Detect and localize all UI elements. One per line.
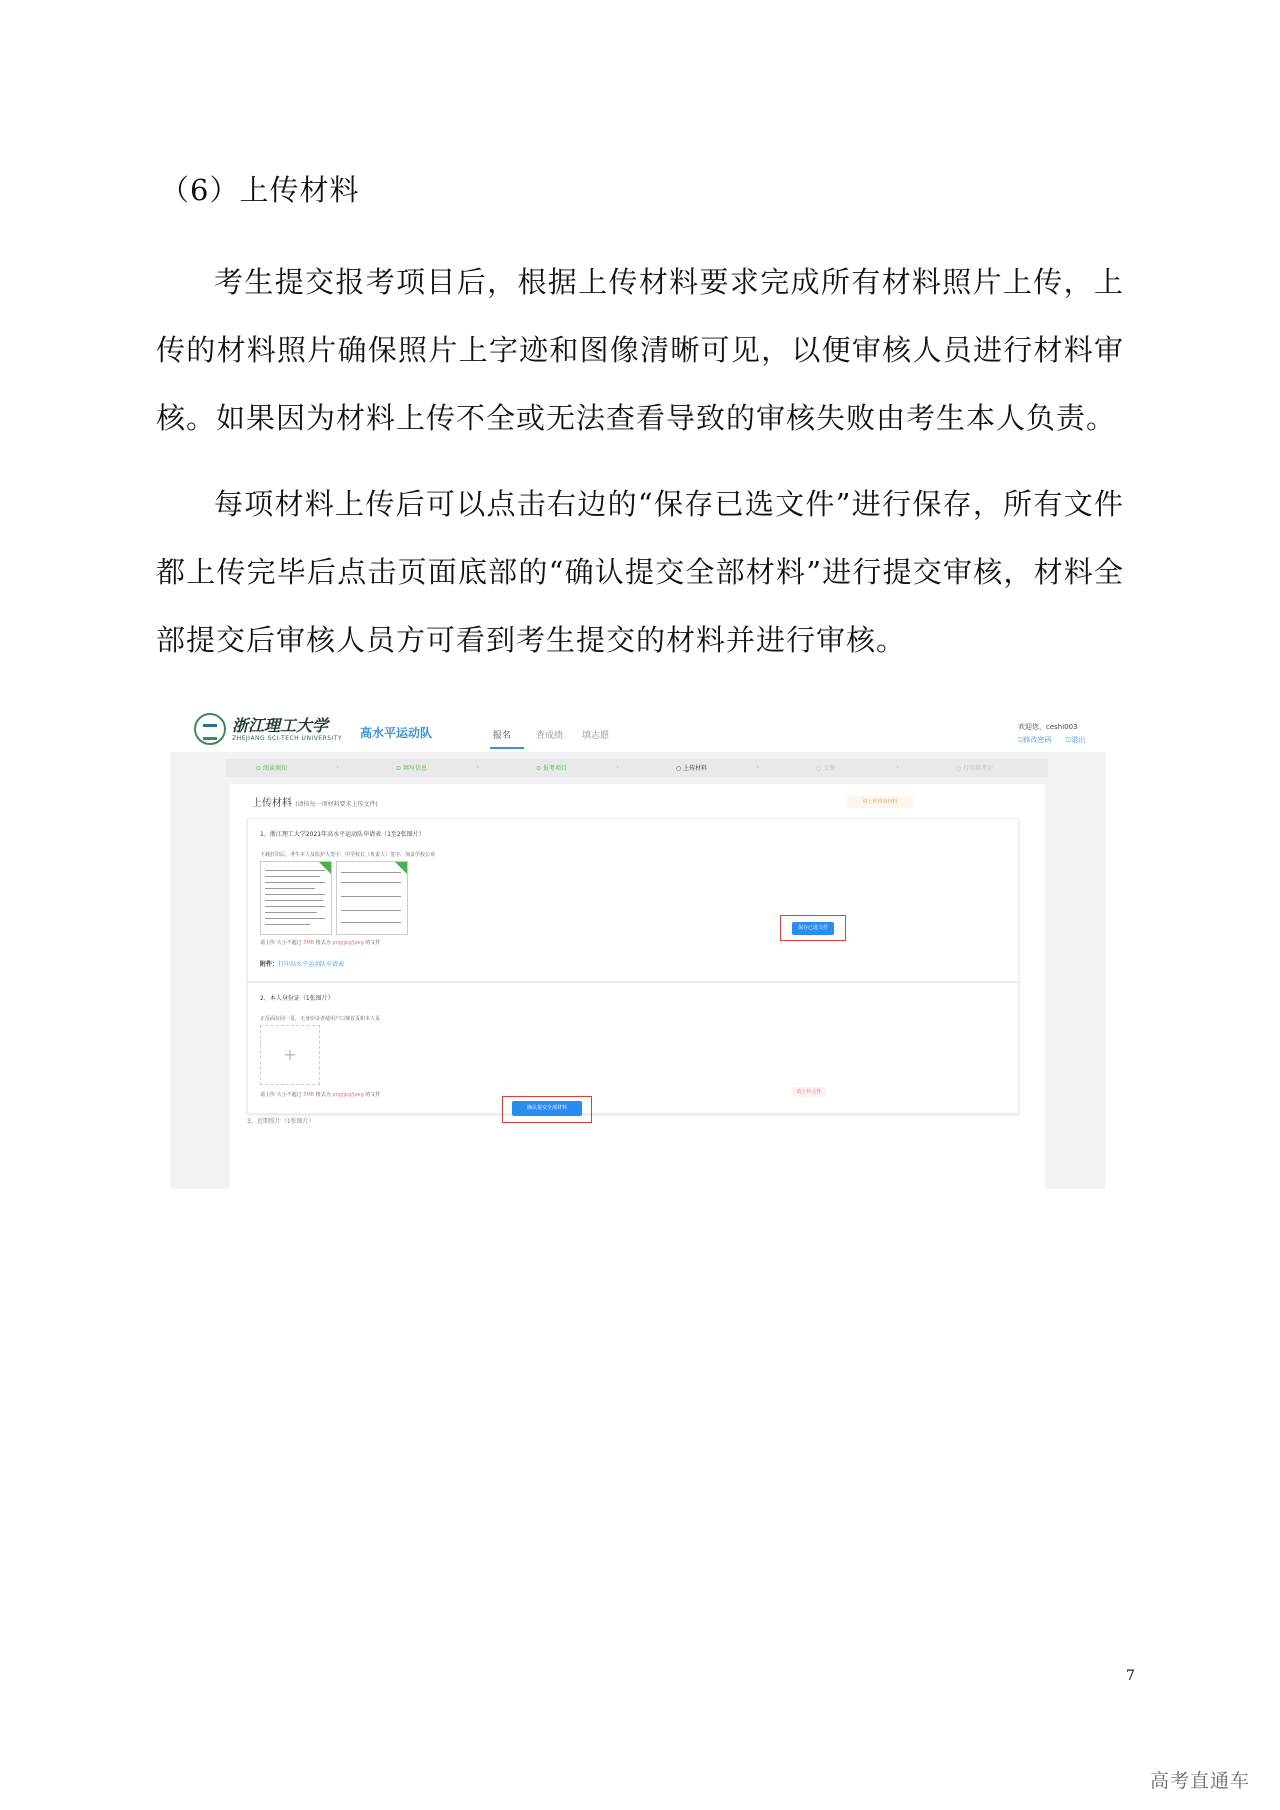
- material-card-id: [247, 982, 1019, 1114]
- status-badge: 请上传文件: [792, 1087, 826, 1097]
- card-title: 2、本人身份证（1张图片）: [260, 995, 334, 1002]
- chevron-right-icon: ›: [476, 762, 480, 771]
- download-form-link[interactable]: 打印高水平运动队申请表: [278, 961, 345, 968]
- card-description: 下载打印后，考生本人及监护人签字、中学校长（负责人）签字、加盖学校公章: [260, 852, 436, 858]
- logout-link[interactable]: ⎋退出: [1065, 736, 1086, 744]
- watermark: 高考直通车: [1150, 1770, 1251, 1792]
- page-number: 7: [1126, 1668, 1135, 1684]
- progress-steps: [226, 759, 1048, 777]
- save-selected-button[interactable]: 保存已选文件: [792, 922, 834, 935]
- submit-all-button[interactable]: 确认提交全部材料: [512, 1101, 582, 1116]
- chevron-right-icon: ›: [896, 762, 900, 771]
- check-icon: [319, 862, 331, 874]
- step-read: ⊙ 阅读须知: [256, 765, 287, 772]
- paragraph-2: 每项材料上传后可以点击右边的“保存已选文件”进行保存，所有文件都上传完毕后点击页面底部的“确认提交全部材料”进行提交审核，材料全部提交后审核人员方可看到考生提交的材料并进行审核。: [156, 487, 1124, 657]
- chevron-right-icon: ›: [336, 762, 340, 771]
- nav-scores[interactable]: 查成绩: [536, 731, 564, 741]
- brand-title: 高水平运动队: [360, 726, 433, 740]
- chevron-right-icon: ›: [616, 762, 620, 771]
- check-icon: [395, 862, 407, 874]
- logo-subtext: ZHEJIANG SCI-TECH UNIVERSITY: [232, 735, 343, 742]
- uploaded-image-thumbnail[interactable]: [260, 861, 332, 935]
- page-title: 上传材料 (请按每一项材料要求上传文件): [252, 798, 378, 809]
- step-print: ○ 打印准考证: [956, 765, 994, 772]
- upload-hint: 请上传 大小不超过 5MB 格式为 png/jpg/jpeg 的文件: [260, 940, 381, 946]
- logo-text: 浙江理工大学: [232, 716, 329, 735]
- change-password-link[interactable]: ⎋修改密码: [1018, 736, 1052, 744]
- step-project: ⊙ 报考项目: [536, 765, 567, 772]
- nav-volunteer[interactable]: 填志愿: [582, 731, 610, 741]
- upload-hint: 请上传 大小不超过 5MB 格式为 png/jpg/jpeg 的文件: [260, 1092, 381, 1098]
- top-links: [1018, 735, 1097, 745]
- paragraph-1: 考生提交报考项目后，根据上传材料要求完成所有材料照片上传，上传的材料照片确保照片上字迹和图像清晰可见，以便审核人员进行材料审核。如果因为材料上传不全或无法查看导致的审核失败由考生本人负责。: [156, 265, 1124, 435]
- step-pay: ○ 交费: [816, 765, 836, 772]
- chevron-right-icon: ›: [756, 762, 760, 771]
- card-title: 1、浙江理工大学2021年高水平运动队申请表（1至2张图片）: [260, 831, 425, 838]
- nav-register[interactable]: 报名: [493, 731, 512, 741]
- university-logo-icon: [194, 713, 226, 745]
- step-upload: ○ 上传材料: [676, 765, 708, 772]
- step-info: ⊙ 填写信息: [396, 765, 427, 772]
- section-heading: （6）上传材料: [160, 173, 360, 207]
- uploaded-image-thumbnail[interactable]: [336, 861, 408, 935]
- nav-active-indicator: [490, 747, 524, 749]
- main-panel: [230, 784, 1045, 1189]
- embedded-screenshot: [170, 706, 1105, 1189]
- status-badge: 请上传待审材料: [847, 796, 913, 808]
- plus-icon: +: [283, 1045, 297, 1064]
- material-card-application: [247, 818, 1019, 982]
- card-description: 正反面在同一页，无身份证者使用户口簿首页和本人页: [260, 1016, 381, 1022]
- top-bar: [170, 706, 1105, 752]
- attachment-row: 附件：打印高水平运动队申请表: [260, 961, 345, 968]
- welcome-text: 欢迎您，ceshi003: [1018, 723, 1078, 731]
- next-card-title: 3、近期照片（1张图片）: [247, 1118, 315, 1125]
- upload-dropzone[interactable]: [260, 1025, 320, 1085]
